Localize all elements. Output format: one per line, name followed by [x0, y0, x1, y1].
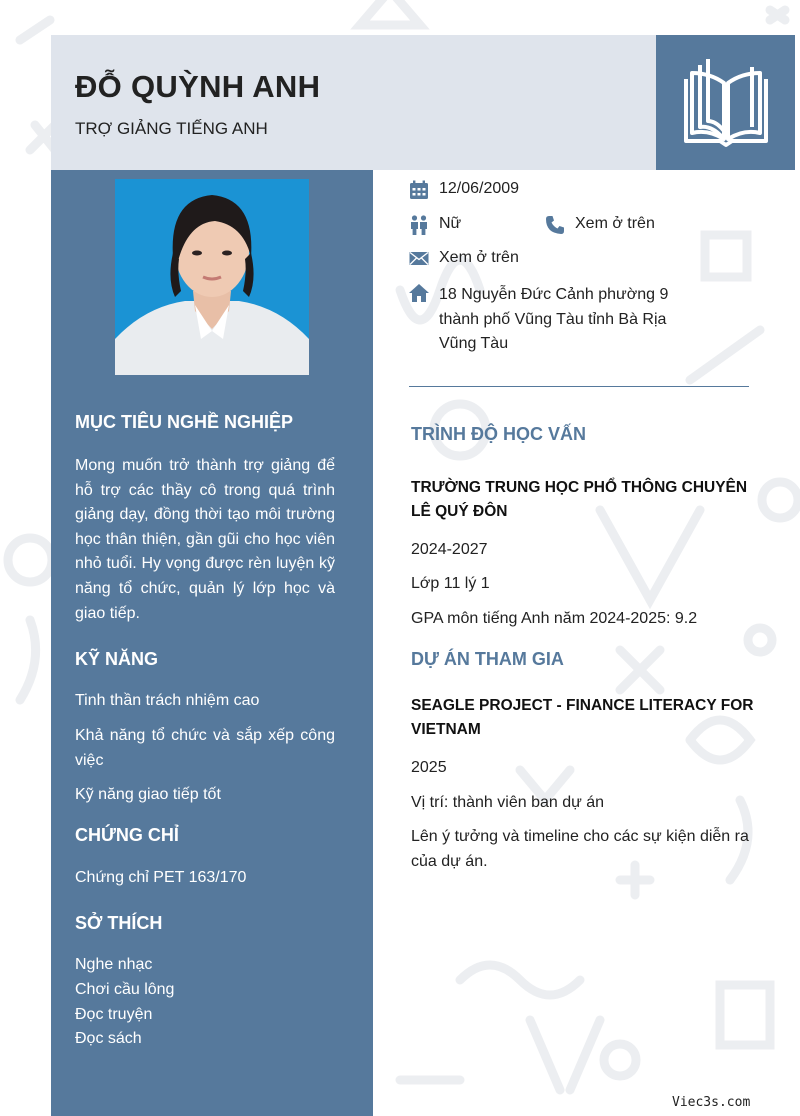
footer-brand: Viec3s.com: [672, 1095, 751, 1110]
address-row: [409, 283, 699, 357]
address-value: 18 Nguyễn Đức Cảnh phường 9 thành phố Vũng Tàu tỉnh Bà Rịa Vũng Tàu: [439, 286, 669, 352]
objective-title: MỤC TIÊU NGHỀ NGHIỆP: [75, 412, 294, 432]
calendar-icon: [409, 180, 429, 200]
dob-row: [409, 180, 519, 200]
envelope-icon: [409, 249, 429, 269]
skill-item: Khả năng tổ chức và sắp xếp công việc: [75, 727, 335, 769]
project-year: 2025: [411, 759, 447, 776]
profile-photo: [115, 179, 309, 375]
skill-item: Kỹ năng giao tiếp tốt: [75, 786, 221, 803]
objective-text: Mong muốn trở thành trợ giảng để hỗ trợ các thầy cô trong quá trình giảng dạy, đồng thời tạo môi trường học thân thiện, gần gũi cho học viên nhỏ tuổi. Hy vọng được rèn luyện kỹ năng tổ chức, quản lý lớp học và giao tiếp.: [75, 457, 335, 622]
job-title: TRỢ GIẢNG TIẾNG ANH: [75, 119, 268, 138]
project-description: Lên ý tưởng và timeline cho các sự kiện diễn ra của dự án.: [411, 828, 749, 870]
gender-value: Nữ: [439, 215, 462, 232]
projects-title: DỰ ÁN THAM GIA: [411, 649, 564, 669]
dob-value: 12/06/2009: [439, 180, 520, 197]
hobbies-title: SỞ THÍCH: [75, 913, 163, 933]
hobby-item: Nghe nhạc: [75, 956, 153, 973]
people-icon: [409, 215, 429, 235]
phone-value: Xem ở trên: [575, 215, 655, 232]
logo-box: [656, 35, 795, 170]
certificates-title: CHỨNG CHỈ: [75, 825, 179, 845]
project-name: SEAGLE PROJECT - FINANCE LITERACY FOR VIETNAM: [411, 697, 754, 738]
email-row: [409, 249, 519, 269]
education-title: TRÌNH ĐỘ HỌC VẤN: [411, 424, 586, 444]
certificate-item: Chứng chỉ PET 163/170: [75, 869, 247, 886]
phone-icon: [545, 215, 565, 235]
education-class: Lớp 11 lý 1: [411, 575, 490, 592]
email-value: Xem ở trên: [439, 249, 519, 266]
gender-row: [409, 215, 461, 235]
skill-item: Tinh thần trách nhiệm cao: [75, 692, 260, 709]
candidate-name: ĐỖ QUỲNH ANH: [75, 69, 321, 104]
main-content: [373, 170, 800, 1116]
header-band: [51, 35, 656, 170]
hobby-item: Đọc sách: [75, 1030, 142, 1047]
section-divider: [409, 386, 749, 387]
school-name: TRƯỜNG TRUNG HỌC PHỔ THÔNG CHUYÊN LÊ QUÝ ĐÔN: [411, 479, 748, 520]
education-period: 2024-2027: [411, 541, 488, 558]
home-icon: [409, 283, 429, 303]
hobby-item: Chơi cầu lông: [75, 981, 175, 998]
project-role: Vị trí: thành viên ban dự án: [411, 794, 605, 811]
sidebar: [51, 170, 373, 1116]
phone-row: [545, 215, 655, 235]
education-gpa: GPA môn tiếng Anh năm 2024-2025: 9.2: [411, 610, 698, 627]
open-book-icon: [678, 55, 774, 151]
skills-title: KỸ NĂNG: [75, 649, 159, 669]
hobby-item: Đọc truyện: [75, 1006, 153, 1023]
